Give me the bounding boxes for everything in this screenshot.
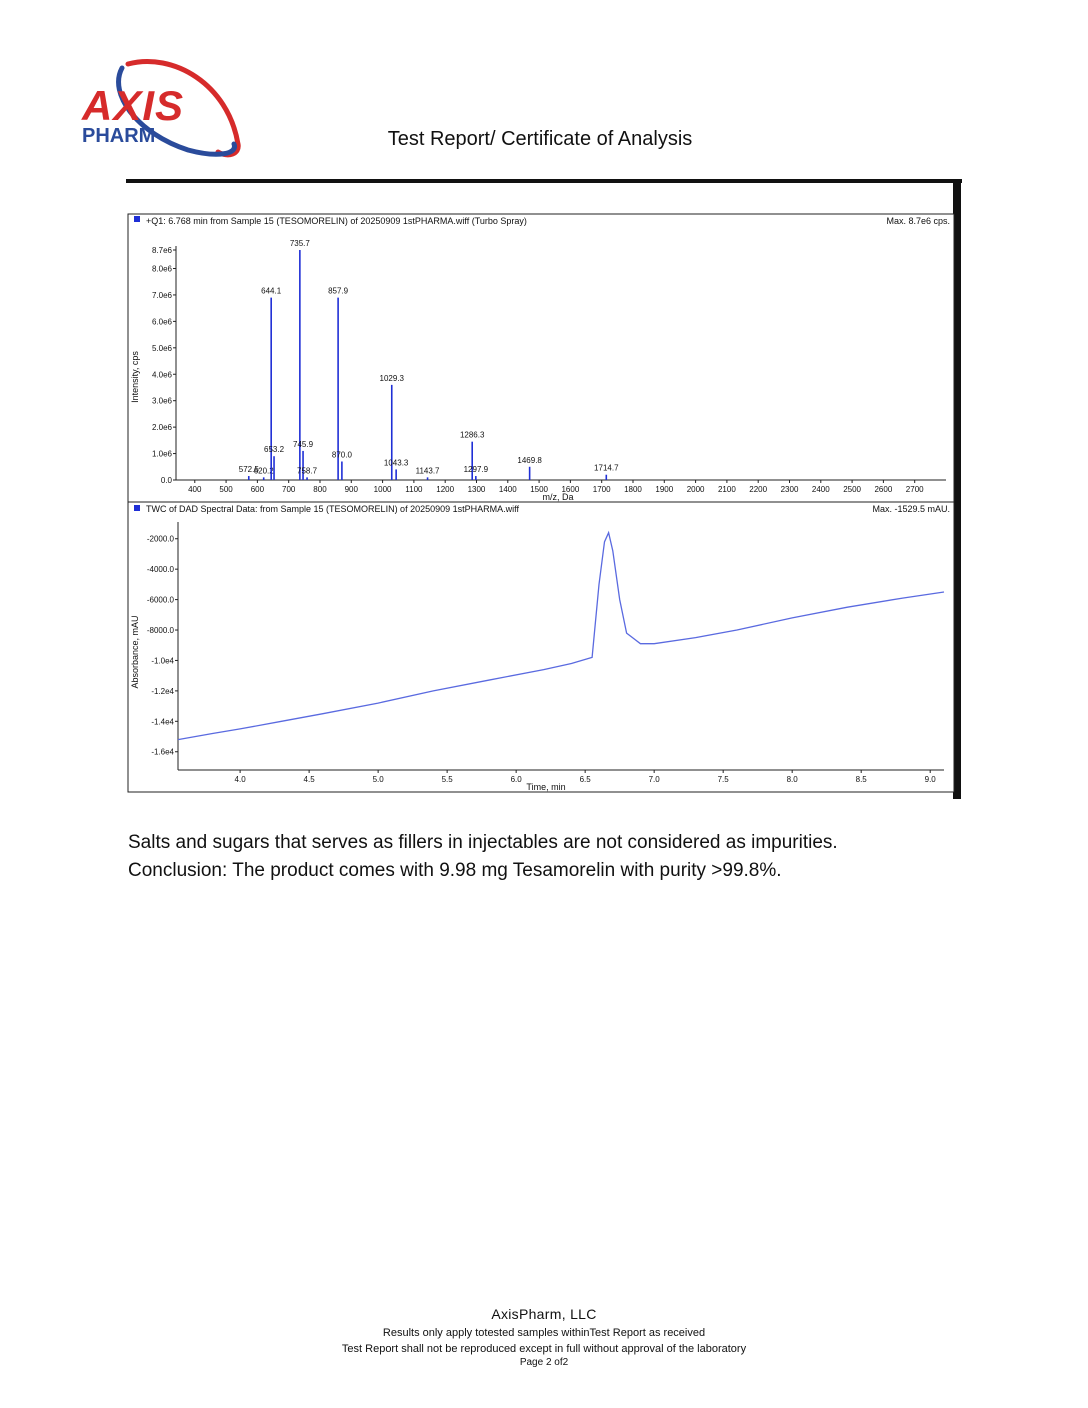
dad-y-tick-label: -1.6e4 <box>151 747 174 757</box>
ms-y-tick-label: 2.0e6 <box>151 423 172 433</box>
ms-peak-label: 620.2 <box>253 466 274 476</box>
ms-x-tick-label: 600 <box>250 485 265 494</box>
ms-peak-label: 653.2 <box>264 445 285 455</box>
ms-peak-label: 1297.9 <box>463 465 489 475</box>
ms-x-tick-label: 800 <box>313 485 327 494</box>
footer-disclaimer-2: Test Report shall not be reproduced except in full without approval of the laboratory <box>341 1343 747 1355</box>
dad-panel-title: TWC of DAD Spectral Data: from Sample 15 (TESOMORELIN) of 20250909 1stPHARMA.wiff <box>146 504 519 514</box>
ms-x-tick-label: 1300 <box>467 485 486 494</box>
dad-max-label: Max. -1529.5 mAU. <box>872 504 950 514</box>
ms-peak-label: 870.0 <box>331 450 352 460</box>
ms-y-tick-label: 4.0e6 <box>151 370 172 380</box>
ms-peak-label: 1043.3 <box>383 458 409 468</box>
ms-x-tick-label: 500 <box>219 485 233 494</box>
axispharm-logo <box>78 54 248 166</box>
dad-y-tick-label: -6000.0 <box>146 595 174 605</box>
dad-x-tick-label: 7.5 <box>717 775 729 784</box>
dad-y-tick-label: -1.0e4 <box>151 656 174 666</box>
ms-x-tick-label: 2200 <box>749 485 768 494</box>
ms-y-tick-label: 0.0 <box>160 476 172 485</box>
figure-frame <box>128 214 954 792</box>
ms-y-tick-label: 8.7e6 <box>151 246 172 255</box>
ms-peak-label: 758.7 <box>297 466 318 476</box>
dad-legend-marker <box>134 505 140 511</box>
ms-legend-marker <box>134 216 140 222</box>
ms-x-tick-label: 1900 <box>655 485 674 494</box>
ms-x-tick-label: 1200 <box>436 485 455 494</box>
ms-x-tick-label: 1000 <box>373 485 392 494</box>
ms-x-axis-label: m/z, Da <box>542 492 574 502</box>
dad-x-tick-label: 8.5 <box>855 775 867 784</box>
ms-panel-title: +Q1: 6.768 min from Sample 15 (TESOMORELIN) of 20250909 1stPHARMA.wiff (Turbo Spray) <box>146 216 527 226</box>
ms-peak-label: 1286.3 <box>459 430 485 440</box>
dad-x-tick-label: 9.0 <box>924 775 936 784</box>
ms-x-tick-label: 1500 <box>530 485 548 494</box>
ms-peak-label: 745.9 <box>293 439 314 449</box>
logo-text-bottom: PHARM <box>82 125 156 147</box>
dad-y-axis-label: Absorbance, mAU <box>130 615 140 689</box>
dad-x-tick-label: 5.0 <box>372 775 384 784</box>
ms-y-tick-label: 7.0e6 <box>151 290 172 300</box>
logo-text-top: AXIS <box>82 82 185 129</box>
ms-peak-label: 1029.3 <box>379 373 404 383</box>
ms-x-tick-label: 2400 <box>811 485 830 494</box>
ms-x-tick-label: 1100 <box>405 485 423 494</box>
ms-x-tick-label: 1700 <box>592 485 611 494</box>
header-rule <box>126 179 962 183</box>
ms-y-tick-label: 3.0e6 <box>151 396 172 406</box>
ms-x-tick-label: 2300 <box>780 485 799 494</box>
chromatogram-figure <box>126 212 960 798</box>
dad-y-tick-label: -2000.0 <box>146 534 174 544</box>
ms-peak-label: 572.5 <box>238 465 259 475</box>
ms-x-tick-label: 2100 <box>717 485 736 494</box>
ms-max-label: Max. 8.7e6 cps. <box>886 216 950 226</box>
ms-x-tick-label: 400 <box>188 485 202 494</box>
report-title: Test Report/ Certificate of Analysis <box>387 128 693 150</box>
dad-x-tick-label: 4.0 <box>234 775 246 784</box>
ms-x-tick-label: 1600 <box>561 485 580 494</box>
ms-peak-label: 735.7 <box>289 239 310 248</box>
ms-peak-label: 644.1 <box>261 286 282 296</box>
ms-peak-label: 1143.7 <box>415 466 440 476</box>
ms-peak-label: 857.9 <box>328 286 349 296</box>
ms-x-tick-label: 2600 <box>874 485 893 494</box>
dad-y-tick-label: -1.2e4 <box>151 686 174 696</box>
footer-company: AxisPharm, LLC <box>491 1306 597 1322</box>
dad-y-tick-label: -1.4e4 <box>151 717 174 727</box>
note-conclusion: Conclusion: The product comes with 9.98 mg Tesamorelin with purity >99.8%. <box>128 860 782 881</box>
dad-y-tick-label: -4000.0 <box>146 565 174 575</box>
dad-x-axis-label: Time, min <box>526 782 566 792</box>
footer-disclaimer-1: Results only apply totested samples withinTest Report as received <box>382 1327 706 1339</box>
ms-x-tick-label: 1400 <box>498 485 517 494</box>
ms-x-tick-label: 900 <box>344 485 358 494</box>
dad-x-tick-label: 4.5 <box>303 775 315 784</box>
ms-x-tick-label: 2500 <box>843 485 861 494</box>
ms-peak-label: 1469.8 <box>517 455 542 465</box>
ms-y-tick-label: 8.0e6 <box>151 264 172 274</box>
ms-y-tick-label: 6.0e6 <box>151 317 172 327</box>
dad-x-tick-label: 8.0 <box>786 775 798 784</box>
ms-y-tick-label: 5.0e6 <box>151 343 172 353</box>
dad-x-tick-label: 7.0 <box>648 775 660 784</box>
ms-y-axis-label: Intensity, cps <box>130 351 140 403</box>
footer-page-number: Page 2 of2 <box>519 1357 569 1368</box>
ms-x-tick-label: 2700 <box>905 485 924 494</box>
dad-y-tick-label: -8000.0 <box>146 626 174 636</box>
note-fillers: Salts and sugars that serves as fillers in injectables are not considered as impurities. <box>128 832 838 853</box>
ms-peak-label: 1714.7 <box>594 463 619 473</box>
dad-x-tick-label: 5.5 <box>441 775 453 784</box>
dad-x-tick-label: 6.0 <box>510 775 522 784</box>
ms-x-tick-label: 1800 <box>624 485 642 494</box>
ms-x-tick-label: 700 <box>282 485 296 494</box>
ms-x-tick-label: 2000 <box>686 485 705 494</box>
ms-y-tick-label: 1.0e6 <box>151 449 172 459</box>
dad-x-tick-label: 6.5 <box>579 775 591 784</box>
